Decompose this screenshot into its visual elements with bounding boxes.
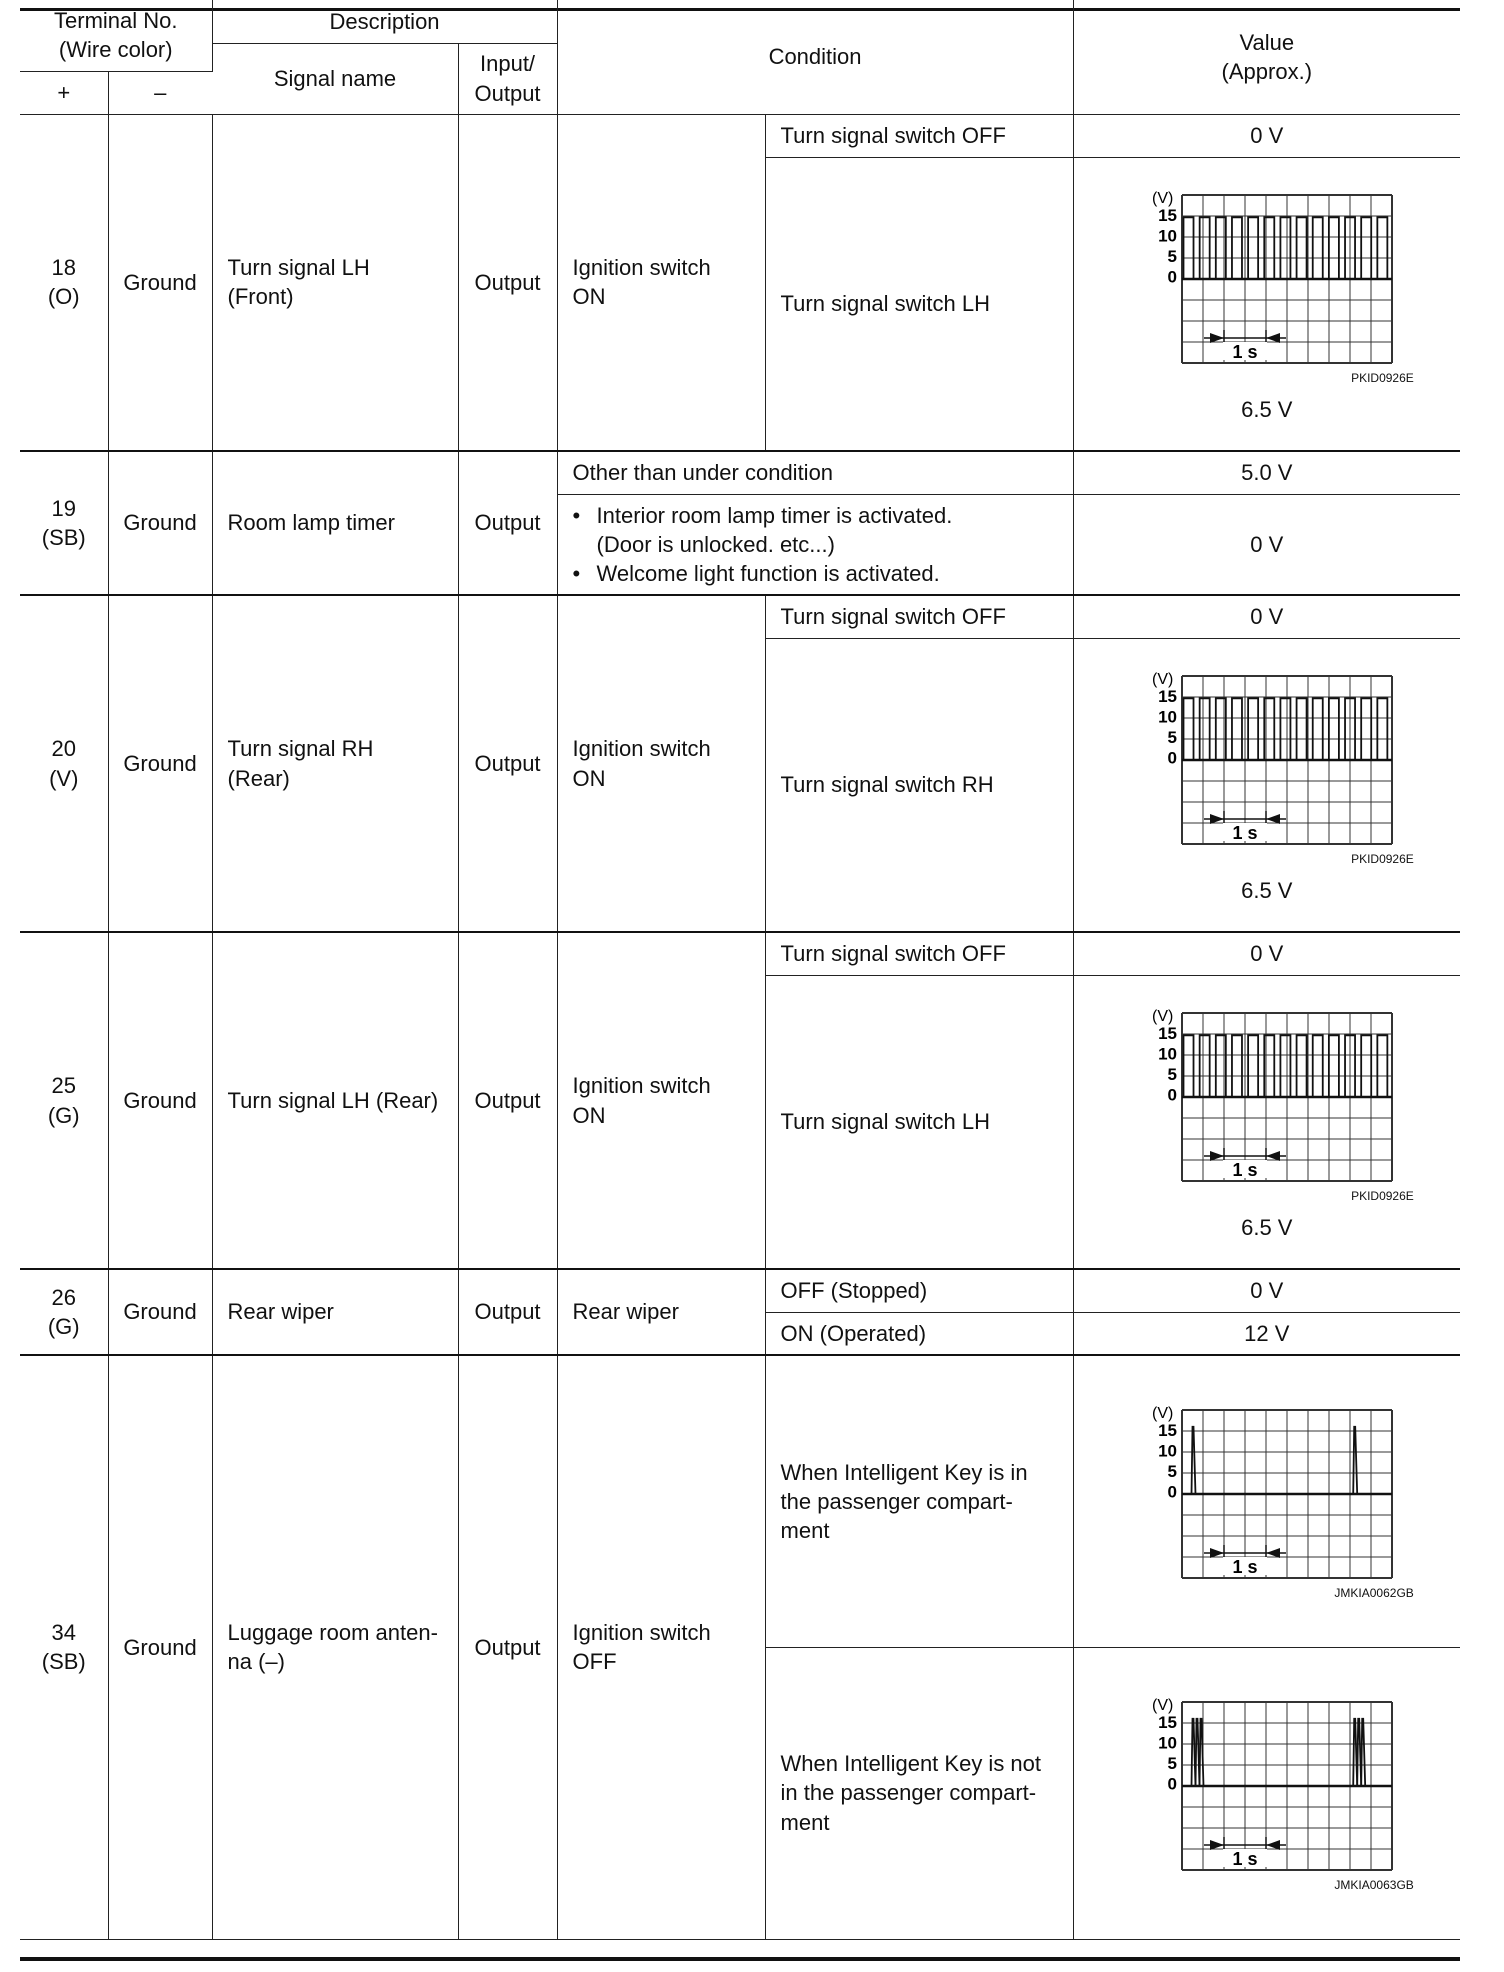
ground-cell: Ground (108, 932, 212, 1269)
value-cell: 0 V (1073, 595, 1460, 638)
period-label: 1 s (1232, 822, 1258, 843)
condition-sub-cell: Turn signal switch RH (765, 638, 1073, 932)
period-label: 1 s (1232, 1159, 1258, 1180)
axis-unit-label: (V) (1151, 1007, 1174, 1025)
period-label: 1 s (1232, 1848, 1258, 1869)
axis-tick-label: 5 (1167, 727, 1177, 747)
axis-unit-label: (V) (1151, 1696, 1174, 1714)
value-text: 6.5 V (1241, 877, 1293, 903)
condition-sub-cell: When Intelligent Key is in the passenger compart- ment (765, 1355, 1073, 1647)
table-row (20, 595, 1460, 638)
axis-tick-label: 10 (1157, 707, 1177, 727)
waveform-triple-spikes (1112, 1692, 1422, 1872)
value-cell: 0 V (1073, 1269, 1460, 1312)
table-row (20, 932, 1460, 975)
axis-tick-label: 15 (1157, 1023, 1177, 1043)
figure-id: JMKIA0062GB (1334, 1585, 1414, 1600)
header-input-output: Input/ Output (458, 43, 557, 114)
ground-cell: Ground (108, 1355, 212, 1939)
terminal-cell: 26 (G) (20, 1269, 108, 1355)
condition-sub-cell: Turn signal switch OFF (765, 595, 1073, 638)
header-minus: – (108, 71, 212, 114)
table-row (20, 451, 1460, 494)
axis-tick-label: 10 (1157, 1733, 1177, 1752)
header-description: Description (212, 0, 557, 43)
value-cell: 0 V (1073, 932, 1460, 975)
header-value: Value (Approx.) (1073, 0, 1460, 114)
axis-tick-label: 10 (1157, 1044, 1177, 1064)
condition-bullets-cell: • Interior room lamp timer is activated. (Door is unlocked. etc...) • Welcome light function is activated. (557, 494, 1073, 595)
period-label: 1 s (1232, 1556, 1258, 1577)
terminal-table-page (20, 0, 1460, 1940)
axis-unit-label: (V) (1151, 189, 1174, 207)
waveform-single-spikes (1112, 1400, 1422, 1580)
table-bottom-rule (20, 1957, 1460, 1961)
header-condition: Condition (557, 0, 1073, 114)
condition-main-cell: Ignition switch ON (557, 932, 765, 1269)
condition-main-cell: Ignition switch ON (557, 595, 765, 932)
axis-tick-label: 0 (1167, 1774, 1177, 1793)
header-terminal: Terminal No. (Wire color) (20, 0, 212, 71)
header-plus: + (20, 71, 108, 114)
condition-sub-cell: When Intelligent Key is not in the passenger compart- ment (765, 1647, 1073, 1939)
condition-sub-cell: OFF (Stopped) (765, 1269, 1073, 1312)
terminal-cell: 34 (SB) (20, 1355, 108, 1939)
signal-name-cell: Rear wiper (212, 1269, 458, 1355)
io-cell: Output (458, 595, 557, 932)
terminal-value-table (20, 0, 1460, 1940)
signal-name-cell: Turn signal RH (Rear) (212, 595, 458, 932)
signal-name-cell: Turn signal LH (Front) (212, 114, 458, 451)
ground-cell: Ground (108, 451, 212, 595)
value-cell (1073, 1647, 1460, 1939)
condition-cell: Other than under condition (557, 451, 1073, 494)
value-cell (1073, 975, 1460, 1269)
axis-tick-label: 0 (1167, 267, 1177, 287)
axis-tick-label: 5 (1167, 246, 1177, 266)
axis-tick-label: 5 (1167, 1064, 1177, 1084)
ground-cell: Ground (108, 1269, 212, 1355)
terminal-cell: 25 (G) (20, 932, 108, 1269)
condition-main-cell: Ignition switch OFF (557, 1355, 765, 1939)
figure-id: PKID0926E (1351, 851, 1414, 866)
value-cell: 5.0 V (1073, 451, 1460, 494)
axis-tick-label: 15 (1157, 686, 1177, 706)
ground-cell: Ground (108, 114, 212, 451)
period-label: 1 s (1232, 341, 1258, 362)
axis-tick-label: 15 (1157, 205, 1177, 225)
table-row (20, 1355, 1460, 1647)
condition-main-cell: Ignition switch ON (557, 114, 765, 451)
value-cell: 12 V (1073, 1312, 1460, 1355)
axis-tick-label: 5 (1167, 1461, 1177, 1481)
axis-tick-label: 5 (1167, 1753, 1177, 1773)
waveform-spike (1353, 1427, 1357, 1494)
terminal-cell: 20 (V) (20, 595, 108, 932)
signal-name-cell: Luggage room anten- na (–) (212, 1355, 458, 1939)
figure-id: JMKIA0063GB (1334, 1877, 1414, 1892)
axis-tick-label: 10 (1157, 226, 1177, 246)
io-cell: Output (458, 932, 557, 1269)
axis-tick-label: 15 (1157, 1420, 1177, 1440)
condition-sub-cell: Turn signal switch OFF (765, 932, 1073, 975)
value-cell (1073, 1355, 1460, 1647)
waveform-spike (1361, 1718, 1365, 1785)
condition-sub-cell: Turn signal switch LH (765, 157, 1073, 451)
condition-main-cell: Rear wiper (557, 1269, 765, 1355)
io-cell: Output (458, 451, 557, 595)
waveform-pulse-train (1112, 1003, 1422, 1183)
ground-cell: Ground (108, 595, 212, 932)
header-signal-name: Signal name (212, 43, 458, 114)
figure-id: PKID0926E (1351, 1188, 1414, 1203)
io-cell: Output (458, 114, 557, 451)
axis-tick-label: 0 (1167, 748, 1177, 768)
value-cell: 0 V (1073, 114, 1460, 157)
table-row (20, 1269, 1460, 1312)
axis-tick-label: 0 (1167, 1482, 1177, 1502)
terminal-cell: 19 (SB) (20, 451, 108, 595)
value-text: 6.5 V (1241, 396, 1293, 422)
condition-sub-cell: Turn signal switch OFF (765, 114, 1073, 157)
table-row (20, 114, 1460, 157)
io-cell: Output (458, 1269, 557, 1355)
value-text: 6.5 V (1241, 1214, 1293, 1240)
value-cell: 0 V (1073, 494, 1460, 595)
axis-unit-label: (V) (1151, 670, 1174, 688)
value-cell (1073, 638, 1460, 932)
condition-sub-cell: Turn signal switch LH (765, 975, 1073, 1269)
io-cell: Output (458, 1355, 557, 1939)
waveform-pulse-train (1112, 185, 1422, 365)
axis-tick-label: 10 (1157, 1441, 1177, 1461)
figure-id: PKID0926E (1351, 370, 1414, 385)
axis-tick-label: 0 (1167, 1085, 1177, 1105)
condition-sub-cell: ON (Operated) (765, 1312, 1073, 1355)
waveform-pulse-train (1112, 666, 1422, 846)
axis-tick-label: 15 (1157, 1712, 1177, 1732)
value-cell (1073, 157, 1460, 451)
waveform-spike (1191, 1427, 1195, 1494)
axis-unit-label: (V) (1151, 1404, 1174, 1422)
terminal-cell: 18 (O) (20, 114, 108, 451)
signal-name-cell: Turn signal LH (Rear) (212, 932, 458, 1269)
signal-name-cell: Room lamp timer (212, 451, 458, 595)
